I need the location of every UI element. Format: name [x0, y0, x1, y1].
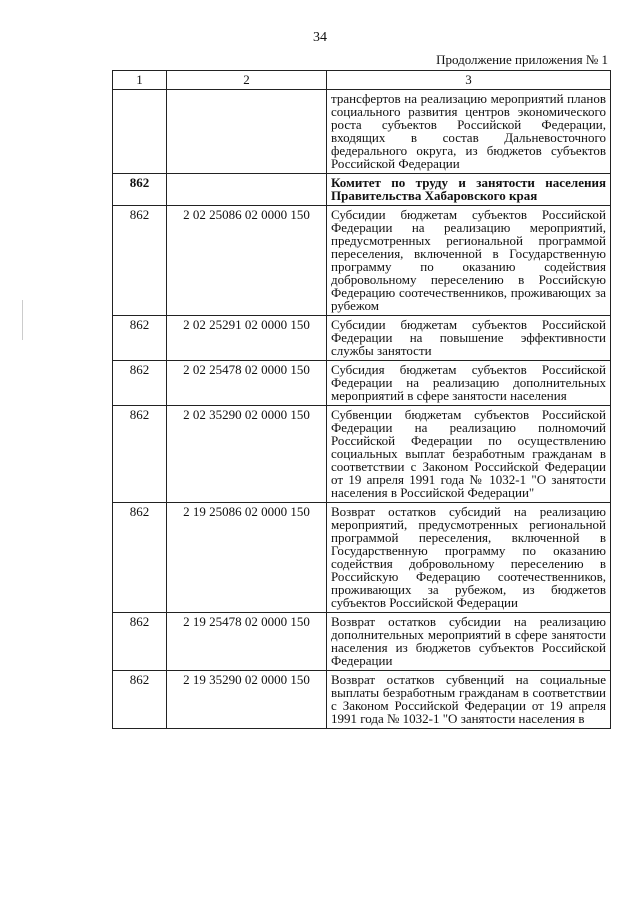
description-cell: Возврат остатков субвенций на социальные выплаты безработным гражданам в соответствии с Законом Российской Федерации от 19 апреля 1991 года № 1032-1 "О занятости населения в: [327, 671, 611, 729]
budget-code-cell: [167, 174, 327, 206]
budget-code-cell: 2 19 25478 02 0000 150: [167, 613, 327, 671]
description-cell: Возврат остатков субсидий на реализацию мероприятий, предусмотренных региональной программой переселения, включенной в Государственную программу по оказанию содействия добровольному переселению в Российскую Федерацию соотечественников, проживающих за рубежом, из бюджетов субъектов Российской Федерации: [327, 503, 611, 613]
budget-codes-table: [112, 70, 611, 729]
admin-code-cell: 862: [113, 671, 167, 729]
admin-code-cell: 862: [113, 316, 167, 361]
description-cell: Субвенции бюджетам субъектов Российской Федерации на реализацию полномочий Российской Федерации по осуществлению социальных выплат безработным гражданам в соответствии с Законом Российской Федерации от 19 апреля 1991 года № 1032-1 "О занятости населения в Российской Федерации": [327, 406, 611, 503]
description-cell: Субсидии бюджетам субъектов Российской Федерации на повышение эффективности службы занятости: [327, 316, 611, 361]
table-row: [113, 206, 611, 316]
header-col-2: 2: [167, 71, 327, 90]
admin-code-cell: 862: [113, 174, 167, 206]
description-cell: Комитет по труду и занятости населения Правительства Хабаровского края: [327, 174, 611, 206]
header-col-1: 1: [113, 71, 167, 90]
table-row: [113, 613, 611, 671]
table-header-row: [113, 71, 611, 90]
budget-code-cell: [167, 90, 327, 174]
description-cell: Субсидии бюджетам субъектов Российской Федерации на реализацию мероприятий, предусмотренных региональной программой переселения, включенной в Государственную программу по оказанию содействия добровольному переселению в Российскую Федерацию соотечественников, проживающих за рубежом: [327, 206, 611, 316]
description-cell: трансфертов на реализацию мероприятий планов социального развития центров экономического роста субъектов Российской Федерации, входящих в состав Дальневосточного федерального округа, из бюджетов субъектов Российской Федерации: [327, 90, 611, 174]
table-row: [113, 671, 611, 729]
admin-code-cell: [113, 90, 167, 174]
table-row: [113, 174, 611, 206]
description-cell: Субсидия бюджетам субъектов Российской Федерации на реализацию дополнительных мероприятий в сфере занятости населения: [327, 361, 611, 406]
page-number: 34: [313, 30, 327, 45]
budget-code-cell: 2 19 35290 02 0000 150: [167, 671, 327, 729]
admin-code-cell: 862: [113, 503, 167, 613]
scan-margin-mark: [22, 300, 23, 340]
admin-code-cell: 862: [113, 206, 167, 316]
table-row: [113, 316, 611, 361]
budget-code-cell: 2 02 25086 02 0000 150: [167, 206, 327, 316]
budget-code-cell: 2 19 25086 02 0000 150: [167, 503, 327, 613]
admin-code-cell: 862: [113, 613, 167, 671]
admin-code-cell: 862: [113, 406, 167, 503]
table-row: [113, 503, 611, 613]
budget-code-cell: 2 02 25478 02 0000 150: [167, 361, 327, 406]
table-row: [113, 406, 611, 503]
budget-code-cell: 2 02 35290 02 0000 150: [167, 406, 327, 503]
admin-code-cell: 862: [113, 361, 167, 406]
budget-code-cell: 2 02 25291 02 0000 150: [167, 316, 327, 361]
appendix-continuation-label: Продолжение приложения № 1: [436, 52, 608, 67]
header-col-3: 3: [327, 71, 611, 90]
description-cell: Возврат остатков субсидии на реализацию дополнительных мероприятий в сфере занятости населения из бюджетов субъектов Российской Федерации: [327, 613, 611, 671]
table-row: [113, 361, 611, 406]
table-row: [113, 90, 611, 174]
